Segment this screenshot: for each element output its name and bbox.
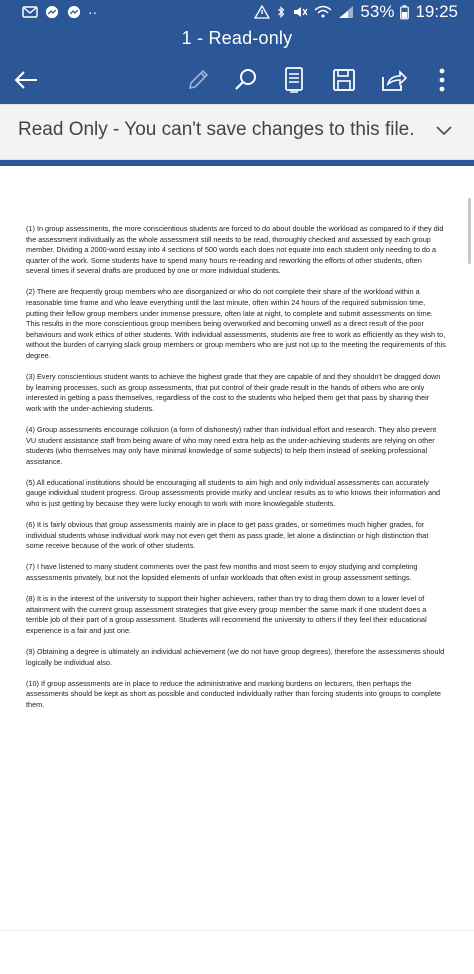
save-icon (331, 67, 357, 93)
search-icon (233, 67, 259, 93)
document-title: 1 - Read-only (181, 28, 293, 48)
search-button[interactable] (226, 60, 266, 100)
paragraph: (5) All educational institutions should be encouraging all students to aim high and only individual assessments can accurately gauge individual student progress. Group assessments provide murky and unclear results as to who knows their information and who is just getting by because they were lucky enough to work with more knowlegable students. (26, 477, 441, 509)
messenger-icon (44, 5, 60, 20)
save-button[interactable] (324, 60, 364, 100)
read-only-message: Read Only - You can't save changes to this file. (18, 119, 415, 140)
signal-icon (338, 5, 354, 19)
reading-view-button[interactable] (274, 60, 314, 100)
battery-icon (400, 4, 409, 20)
chevron-down-icon (436, 126, 452, 136)
pencil-icon (185, 67, 211, 93)
paragraph: (10) If group assessments are in place to reduce the administrative and marking burdens on lecturers, then perhaps the assessments should be kept as short as possible and conducted individually rather than forcing students into groups to complete them. (26, 678, 441, 709)
toolbar (0, 60, 474, 100)
back-button[interactable] (6, 60, 46, 100)
battery-percent: 53% (360, 2, 395, 21)
paragraph: (8) It is in the interest of the university to support their higher achievers, rather than try to drag them down to a lower level of attainment with the current group assessment strategies that give every group member the same mark if one student does a terrible job of their part of a group assessment. Students will recommend the university to others if they feel their educational experience is a fair and just one. (26, 594, 427, 635)
back-arrow-icon (13, 69, 39, 91)
paragraph: (4) Group assessments encourage collusion (a form of dishonesty) rather than individual effort and research. They also prevent VU student assistance staff from being aware of who may need extra help as the under-achieving students are relying on other students (who themselves may only have minimal knowledge of some subjects) to help them instead of seeking professional assistance. (26, 425, 437, 466)
paragraph: (7) I have listened to many student comments over the past few months and most seem to enjoy studying and completing asssessments privately, but not the lopsided elements of unfair workloads that often exist in group assessment settings. (26, 562, 418, 583)
expand-banner-button[interactable] (436, 123, 452, 141)
more-vert-icon (438, 67, 446, 93)
paragraph: (9) Obtaining a degree is ultimately an individual achievement (we do not have group degrees), therefore the assessments should logically be individual also. (26, 647, 445, 667)
warning-triangle-icon (254, 5, 270, 19)
system-status (254, 2, 458, 22)
reading-view-icon (283, 66, 305, 94)
paragraph: (1) In group assessments, the more conscientious students are forced to do about double the workload as compared to if they did the assessment individually as the whole assessment still needs to be read, thoroughly checked and assessed by each group member. Dividing a 2000-word essay into 4 sections of 500 words each does not equate into each student only needing to do a quarter of the work. Some students have to spend many hours re-reading and reworking the efforts of other students, often several times if several drafts are produced by one or more individual students. (26, 224, 444, 276)
share-button[interactable] (374, 60, 414, 100)
edit-button[interactable] (178, 60, 218, 100)
status-bar (0, 0, 474, 26)
share-icon (380, 67, 408, 93)
read-only-banner[interactable] (0, 104, 474, 160)
mail-icon (22, 5, 38, 19)
scrollbar-thumb[interactable] (468, 198, 471, 264)
mute-icon (292, 5, 308, 19)
more-options-button[interactable] (422, 60, 462, 100)
wifi-icon (314, 5, 332, 19)
paragraph: (6) It is fairly obvious that group assessments mainly are in place to get pass grades, or sometimes much higher grades, for individual students whose individual work may not even get them as pass grade, let alone a distinction or high distinction that some receive because of the work of other students. (26, 520, 429, 551)
paragraph: (3) Every conscientious student wants to achieve the highest grade that they are capable of and they shouldn't be dragged down by learning processes, such as group assessments, that put control of their grade result in the hands of others who are only interested in getting a pass themselves, regardless of the cost to the students who helped them get that pass by sharing their work with the under-achieving students. (26, 372, 441, 413)
clock-time: 19:25 (415, 2, 458, 21)
page-divider (0, 930, 474, 931)
notification-icons (22, 4, 97, 20)
paragraph: (2) There are frequently group members who are disorganized or who do not complete their share of the workload within a reasonable time frame and who leave everything until the last minute, often within 24 hours of the required submission time, putting their fellow group members under immense pressure, often late at night, to complete and submit assessments on time. This results in the more conscientious group members being overworked and becoming unwell as a direct result of the poor behaviours and work ethics of other students. With individual assessments, students are free to work as efficiently as they wish to, without the burden of carrying slack group members or group members who are just not up to the meeting the requirements of this degree. (26, 287, 446, 361)
messenger-icon (66, 5, 82, 20)
more-notifications: ·· (88, 4, 98, 20)
document-body (26, 224, 446, 721)
bluetooth-icon (276, 5, 286, 20)
